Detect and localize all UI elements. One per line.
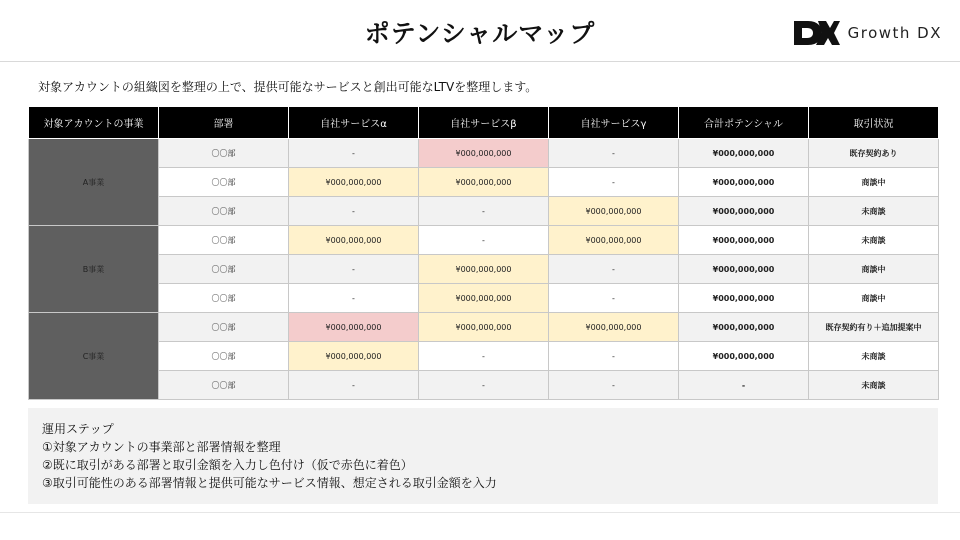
operation-steps-box — [28, 408, 938, 504]
deal-status-cell: 既存契約あり — [809, 139, 939, 168]
column-header-deal-status: 取引状況 — [809, 107, 939, 139]
deal-status-cell: 未商談 — [809, 226, 939, 255]
table-row — [29, 226, 939, 255]
step-item-3: ③取引可能性のある部署情報と提供可能なサービス情報、想定される取引金額を入力 — [42, 476, 497, 490]
service-alpha-cell: ¥000,000,000 — [289, 226, 419, 255]
deal-status-cell: 未商談 — [809, 371, 939, 400]
table-row — [29, 342, 939, 371]
service-beta-cell: - — [419, 342, 549, 371]
steps-title: 運用ステップ — [42, 422, 114, 436]
business-cell-a: A事業 — [29, 139, 159, 226]
total-potential-cell: - — [679, 371, 809, 400]
service-beta-cell: - — [419, 197, 549, 226]
column-header-department: 部署 — [159, 107, 289, 139]
step-item-2: ②既に取引がある部署と取引金額を入力し色付け（仮で赤色に着色） — [42, 458, 413, 472]
column-header-service-beta: 自社サービスβ — [419, 107, 549, 139]
service-alpha-cell: - — [289, 255, 419, 284]
service-alpha-cell: - — [289, 284, 419, 313]
service-beta-cell: - — [419, 371, 549, 400]
total-potential-cell: ¥000,000,000 — [679, 226, 809, 255]
table-row — [29, 197, 939, 226]
column-header-service-alpha: 自社サービスα — [289, 107, 419, 139]
service-beta-cell: ¥000,000,000 — [419, 255, 549, 284]
deal-status-cell: 商談中 — [809, 168, 939, 197]
service-beta-cell: ¥000,000,000 — [419, 139, 549, 168]
step-item-1: ①対象アカウントの事業部と部署情報を整理 — [42, 440, 281, 454]
table-row — [29, 371, 939, 400]
table-row — [29, 168, 939, 197]
service-gamma-cell: ¥000,000,000 — [549, 197, 679, 226]
table-header-row — [29, 107, 939, 139]
deal-status-cell: 未商談 — [809, 197, 939, 226]
column-header-business: 対象アカウントの事業 — [29, 107, 159, 139]
service-gamma-cell: - — [549, 342, 679, 371]
deal-status-cell: 既存契約有り＋追加提案中 — [809, 313, 939, 342]
table-row — [29, 313, 939, 342]
service-beta-cell: - — [419, 226, 549, 255]
deal-status-cell: 商談中 — [809, 284, 939, 313]
column-header-service-gamma: 自社サービスγ — [549, 107, 679, 139]
department-cell: 〇〇部 — [159, 139, 289, 168]
department-cell: 〇〇部 — [159, 371, 289, 400]
total-potential-cell: ¥000,000,000 — [679, 284, 809, 313]
service-alpha-cell: - — [289, 197, 419, 226]
table-row — [29, 255, 939, 284]
department-cell: 〇〇部 — [159, 197, 289, 226]
business-cell-c: C事業 — [29, 313, 159, 400]
total-potential-cell: ¥000,000,000 — [679, 342, 809, 371]
service-alpha-cell: ¥000,000,000 — [289, 342, 419, 371]
total-potential-cell: ¥000,000,000 — [679, 139, 809, 168]
table-row — [29, 284, 939, 313]
total-potential-cell: ¥000,000,000 — [679, 255, 809, 284]
logo-text: Growth DX — [847, 24, 942, 42]
deal-status-cell: 商談中 — [809, 255, 939, 284]
department-cell: 〇〇部 — [159, 313, 289, 342]
page-title: ポテンシャルマップ — [364, 19, 596, 48]
service-alpha-cell: - — [289, 139, 419, 168]
table-row — [29, 139, 939, 168]
service-gamma-cell: ¥000,000,000 — [549, 313, 679, 342]
total-potential-cell: ¥000,000,000 — [679, 197, 809, 226]
department-cell: 〇〇部 — [159, 284, 289, 313]
department-cell: 〇〇部 — [159, 168, 289, 197]
page-description: 対象アカウントの組織図を整理の上で、提供可能なサービスと創出可能なLTVを整理します。 — [38, 80, 538, 94]
service-gamma-cell: ¥000,000,000 — [549, 226, 679, 255]
service-gamma-cell: - — [549, 371, 679, 400]
service-gamma-cell: - — [549, 284, 679, 313]
service-alpha-cell: ¥000,000,000 — [289, 168, 419, 197]
department-cell: 〇〇部 — [159, 255, 289, 284]
column-header-total-potential: 合計ポテンシャル — [679, 107, 809, 139]
footer-divider — [0, 512, 960, 513]
service-alpha-cell: - — [289, 371, 419, 400]
department-cell: 〇〇部 — [159, 342, 289, 371]
total-potential-cell: ¥000,000,000 — [679, 168, 809, 197]
dx-logo-icon — [792, 18, 840, 48]
potential-map-table — [28, 106, 939, 400]
deal-status-cell: 未商談 — [809, 342, 939, 371]
business-cell-b: B事業 — [29, 226, 159, 313]
service-gamma-cell: - — [549, 139, 679, 168]
growth-dx-logo — [792, 18, 942, 48]
service-gamma-cell: - — [549, 255, 679, 284]
service-beta-cell: ¥000,000,000 — [419, 284, 549, 313]
department-cell: 〇〇部 — [159, 226, 289, 255]
service-beta-cell: ¥000,000,000 — [419, 168, 549, 197]
slide-header — [0, 0, 960, 62]
service-gamma-cell: - — [549, 168, 679, 197]
service-beta-cell: ¥000,000,000 — [419, 313, 549, 342]
service-alpha-cell: ¥000,000,000 — [289, 313, 419, 342]
total-potential-cell: ¥000,000,000 — [679, 313, 809, 342]
